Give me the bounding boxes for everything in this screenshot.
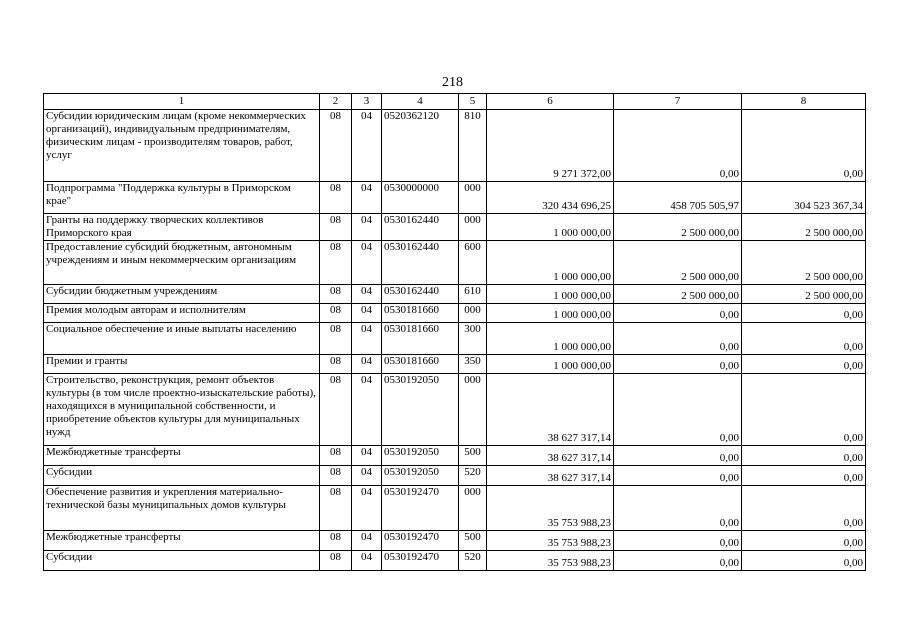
amount-col8: 0,00	[742, 355, 866, 374]
subsection-code: 04	[352, 285, 382, 304]
amount-col6: 38 627 317,14	[487, 446, 614, 466]
section-code: 08	[320, 285, 352, 304]
amount-col6: 1 000 000,00	[487, 304, 614, 323]
row-name: Социальное обеспечение и иные выплаты населению	[44, 323, 320, 355]
amount-col7: 458 705 505,97	[614, 182, 742, 214]
expense-type-code: 610	[459, 285, 487, 304]
amount-col6: 320 434 696,25	[487, 182, 614, 214]
amount-col8: 0,00	[742, 374, 866, 446]
table-row	[44, 531, 866, 551]
subsection-code: 04	[352, 241, 382, 285]
section-code: 08	[320, 241, 352, 285]
column-header: 5	[459, 94, 487, 110]
amount-col8: 304 523 367,34	[742, 182, 866, 214]
target-article-code: 0530181660	[382, 323, 459, 355]
row-name: Строительство, реконструкция, ремонт объектов культуры (в том числе проектно-изыскательские работы), находящихся в муниципальной собственности, и приобретение объектов культуры для муниципальных нужд	[44, 374, 320, 446]
expense-type-code: 300	[459, 323, 487, 355]
target-article-code: 0530162440	[382, 241, 459, 285]
amount-col8: 0,00	[742, 323, 866, 355]
section-code: 08	[320, 355, 352, 374]
target-article-code: 0530192470	[382, 551, 459, 571]
target-article-code: 0530181660	[382, 355, 459, 374]
amount-col8: 0,00	[742, 466, 866, 486]
amount-col6: 38 627 317,14	[487, 374, 614, 446]
target-article-code: 0530162440	[382, 214, 459, 241]
expense-type-code: 000	[459, 486, 487, 531]
amount-col7: 0,00	[614, 110, 742, 182]
section-code: 08	[320, 466, 352, 486]
amount-col6: 1 000 000,00	[487, 241, 614, 285]
subsection-code: 04	[352, 110, 382, 182]
expense-type-code: 000	[459, 214, 487, 241]
column-header: 7	[614, 94, 742, 110]
target-article-code: 0530192050	[382, 374, 459, 446]
row-name: Субсидии юридическим лицам (кроме некоммерческих организаций), индивидуальным предпринимателям, физическим лицам - производителям товаров, работ, услуг	[44, 110, 320, 182]
expense-type-code: 350	[459, 355, 487, 374]
amount-col6: 35 753 988,23	[487, 551, 614, 571]
amount-col7: 0,00	[614, 466, 742, 486]
section-code: 08	[320, 110, 352, 182]
column-header: 8	[742, 94, 866, 110]
subsection-code: 04	[352, 446, 382, 466]
amount-col6: 35 753 988,23	[487, 486, 614, 531]
amount-col7: 0,00	[614, 323, 742, 355]
expense-type-code: 500	[459, 531, 487, 551]
row-name: Межбюджетные трансферты	[44, 446, 320, 466]
amount-col6: 1 000 000,00	[487, 285, 614, 304]
column-header: 1	[44, 94, 320, 110]
amount-col8: 2 500 000,00	[742, 214, 866, 241]
expense-type-code: 520	[459, 551, 487, 571]
row-name: Субсидии	[44, 466, 320, 486]
expense-type-code: 810	[459, 110, 487, 182]
expense-type-code: 000	[459, 182, 487, 214]
amount-col6: 1 000 000,00	[487, 214, 614, 241]
table-row	[44, 323, 866, 355]
section-code: 08	[320, 551, 352, 571]
target-article-code: 0520362120	[382, 110, 459, 182]
table-row	[44, 214, 866, 241]
column-header: 2	[320, 94, 352, 110]
section-code: 08	[320, 531, 352, 551]
subsection-code: 04	[352, 531, 382, 551]
amount-col6: 1 000 000,00	[487, 323, 614, 355]
amount-col7: 0,00	[614, 355, 742, 374]
expense-type-code: 520	[459, 466, 487, 486]
amount-col7: 2 500 000,00	[614, 241, 742, 285]
target-article-code: 0530162440	[382, 285, 459, 304]
row-name: Субсидии бюджетным учреждениям	[44, 285, 320, 304]
amount-col7: 2 500 000,00	[614, 285, 742, 304]
amount-col7: 0,00	[614, 304, 742, 323]
amount-col7: 0,00	[614, 374, 742, 446]
expense-type-code: 600	[459, 241, 487, 285]
amount-col8: 0,00	[742, 486, 866, 531]
section-code: 08	[320, 304, 352, 323]
table-row	[44, 241, 866, 285]
column-header: 4	[382, 94, 459, 110]
amount-col8: 0,00	[742, 551, 866, 571]
amount-col7: 2 500 000,00	[614, 214, 742, 241]
subsection-code: 04	[352, 214, 382, 241]
row-name: Премии и гранты	[44, 355, 320, 374]
expense-type-code: 000	[459, 304, 487, 323]
amount-col7: 0,00	[614, 446, 742, 466]
amount-col8: 0,00	[742, 446, 866, 466]
table-row	[44, 110, 866, 182]
subsection-code: 04	[352, 486, 382, 531]
section-code: 08	[320, 486, 352, 531]
table-row	[44, 466, 866, 486]
table-row	[44, 304, 866, 323]
amount-col6: 9 271 372,00	[487, 110, 614, 182]
expense-type-code: 000	[459, 374, 487, 446]
row-name: Обеспечение развития и укрепления материально-технической базы муниципальных домов культуры	[44, 486, 320, 531]
target-article-code: 0530000000	[382, 182, 459, 214]
section-code: 08	[320, 446, 352, 466]
column-header: 6	[487, 94, 614, 110]
table-row	[44, 486, 866, 531]
target-article-code: 0530192470	[382, 531, 459, 551]
amount-col7: 0,00	[614, 531, 742, 551]
table-row	[44, 285, 866, 304]
table-row	[44, 446, 866, 466]
subsection-code: 04	[352, 466, 382, 486]
row-name: Межбюджетные трансферты	[44, 531, 320, 551]
target-article-code: 0530181660	[382, 304, 459, 323]
amount-col8: 0,00	[742, 531, 866, 551]
subsection-code: 04	[352, 374, 382, 446]
table-row	[44, 182, 866, 214]
row-name: Премия молодым авторам и исполнителям	[44, 304, 320, 323]
amount-col7: 0,00	[614, 486, 742, 531]
row-name: Гранты на поддержку творческих коллективов Приморского края	[44, 214, 320, 241]
row-name: Подпрограмма "Поддержка культуры в Приморском крае"	[44, 182, 320, 214]
amount-col7: 0,00	[614, 551, 742, 571]
subsection-code: 04	[352, 355, 382, 374]
amount-col8: 2 500 000,00	[742, 285, 866, 304]
row-name: Предоставление субсидий бюджетным, автономным учреждениям и иным некоммерческим организациям	[44, 241, 320, 285]
table-row	[44, 355, 866, 374]
amount-col6: 1 000 000,00	[487, 355, 614, 374]
target-article-code: 0530192470	[382, 486, 459, 531]
table-row	[44, 551, 866, 571]
subsection-code: 04	[352, 304, 382, 323]
amount-col8: 0,00	[742, 110, 866, 182]
row-name: Субсидии	[44, 551, 320, 571]
expense-type-code: 500	[459, 446, 487, 466]
amount-col6: 35 753 988,23	[487, 531, 614, 551]
subsection-code: 04	[352, 551, 382, 571]
target-article-code: 0530192050	[382, 446, 459, 466]
budget-table	[43, 93, 866, 571]
amount-col6: 38 627 317,14	[487, 466, 614, 486]
amount-col8: 2 500 000,00	[742, 241, 866, 285]
section-code: 08	[320, 374, 352, 446]
page-number: 218	[442, 75, 463, 90]
column-header: 3	[352, 94, 382, 110]
table-row	[44, 374, 866, 446]
subsection-code: 04	[352, 323, 382, 355]
subsection-code: 04	[352, 182, 382, 214]
column-header-row	[44, 94, 866, 110]
amount-col8: 0,00	[742, 304, 866, 323]
target-article-code: 0530192050	[382, 466, 459, 486]
section-code: 08	[320, 182, 352, 214]
section-code: 08	[320, 323, 352, 355]
section-code: 08	[320, 214, 352, 241]
